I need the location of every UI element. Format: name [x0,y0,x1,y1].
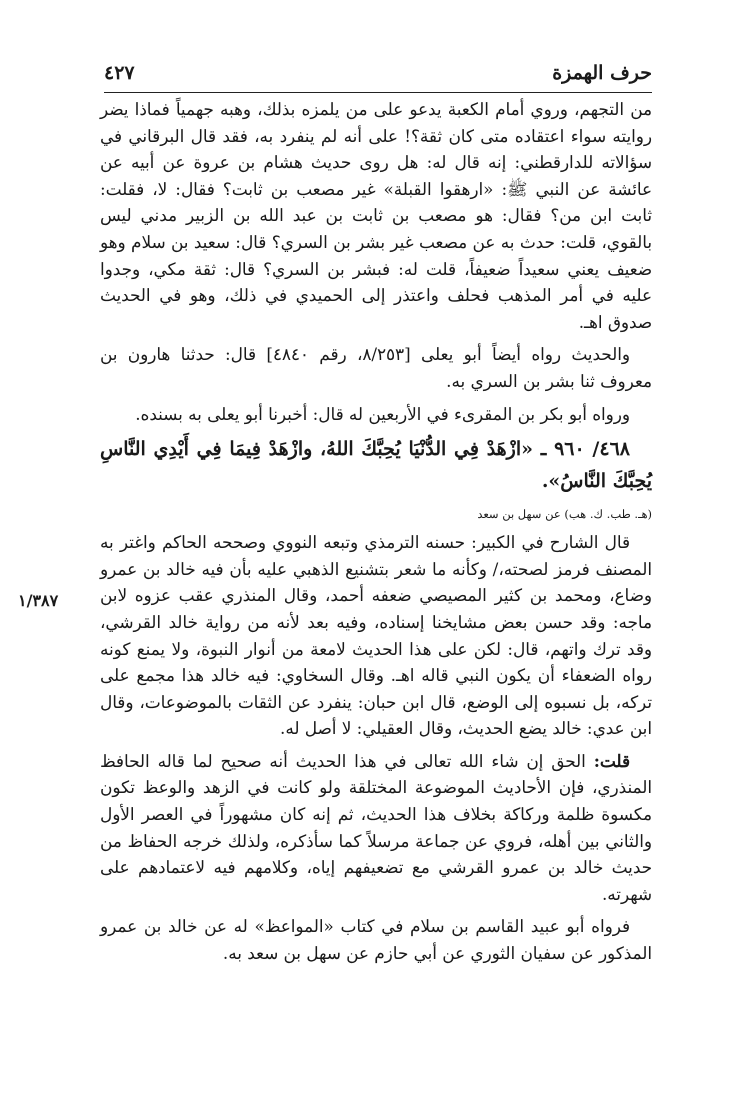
chapter-title: حرف الهمزة [552,62,652,84]
paragraph-ibn-almuqri: ورواه أبو بكر بن المقرىء في الأربعين له قال: أخبرنا أبو يعلى به بسنده. [135,403,630,424]
paragraph-abu-yala: والحديث رواه أيضاً أبو يعلى [٨/٢٥٣، رقم ٤٨٤٠] قال: حدثنا هارون بن معروف ثنا بشر بن السري به. [100,344,652,391]
paragraph-abu-ubaid: فرواه أبو عبيد القاسم بن سلام في كتاب «المواعظ» له عن خالد بن عمرو المذكور عن سفيان الثوري عن أبي حازم عن سهل بن سعد به. [100,916,652,964]
page-number: ٤٢٧ [104,62,135,84]
hadith-heading: ٤٦٨/ ٩٦٠ ـ «ازْهَدْ فِي الدُّنْيَا يُحِبَّكَ اللهُ، وازْهَدْ فِيمَا فِي أَيْدِي النَّاسِ يُحِبَّكَ النَّاسُ». [100,438,652,493]
qultu-label: قلت: [593,750,630,771]
hadith-source: (هـ. طب. ك. هب) عن سهل بن سعد [477,507,652,522]
paragraph-commentary: قال الشارح في الكبير: حسنه الترمذي وتبعه النووي وصححه الحاكم واغتر به المصنف فرمز لصحته،/ وكأنه ما شعر بتشنيع الذهبي عليه بأن فيه خالد بن عمرو وضاع، ومحمد بن كثير المصيصي ضعفه أحمد، وقال المنذري عقب عزوه لابن ماجه: وقد حسن بعض مشايخنا إسناده، وفيه بعد لأنه من رواية خالد القرشي، وقد ترك واتهم، قال: لكن على هذا الحديث لامعة من أنوار النبوة، ولا يمنع كونه رواه الضعفاء أن يكون النبي قاله اهـ. وقال السخاوي: فيه خالد هذا مجمع على تركه، بل نسبوه إلى الوضع، قال ابن حبان: ينفرد عن الثقات بالموضوعات، وقال ابن عدي: خالد يضع الحديث، وقال العقيلي: لا أصل له. [100,532,652,739]
page-body [100,96,652,973]
page-header [104,58,652,90]
author-opinion-text: الحق إن شاء الله تعالى في هذا الحديث أنه صحيح لما قاله الحافظ المنذري، فإن الأحاديث الموضوعة المختلقة ولو كانت في الزهد والوعظ تكون مكسوة ظلمة وركاكة بخلاف هذا الحديث، ثم إنه كان مشهوراً في العصر الأول والثاني بين أهله، فروي عن جماعة مرسلاً كما سأذكره، ولذلك خرجه الحفاظ من حديث خالد بن عمرو القرشي مع تضعيفهم إياه، وكلامهم فيه لاعتمادهم على شهرته. [100,750,652,904]
paragraph-continuation: من التجهم، وروي أمام الكعبة يدعو على من يلمزه بذلك، وهبه جهمياً فماذا يضر روايته سواء اعتقاده متى كان ثقة؟! على أنه لم ينفرد به، فقد قال البرقاني في سؤالاته للدارقطني: إنه قال له: هل روى حديث هشام بن عروة عن أبيه عن عائشة عن النبي ﷺ: «ارهقوا القبلة» غير مصعب بن ثابت؟ فقال: لا، فقلت: ثابت ابن من؟ فقال: هو مصعب بن ثابت بن عبد الله بن الزبير مدني ليس بالقوي، قلت: حدث به عن مصعب غير بشر بن السري؟ قال: سعيد بن سلام وهو ضعيف يعني سعيداً ضعيفاً، قلت له: فبشر بن السري؟ قال: ثقة مكي، وجدوا عليه في أمر المذهب فحلف واعتذر إلى الحميدي في ذلك، وهو في الحديث صدوق اهـ. [100,99,652,332]
margin-volume-reference: ١/٣٨٧ [18,591,59,610]
paragraph-author-opinion [100,748,652,908]
header-rule [104,92,652,93]
